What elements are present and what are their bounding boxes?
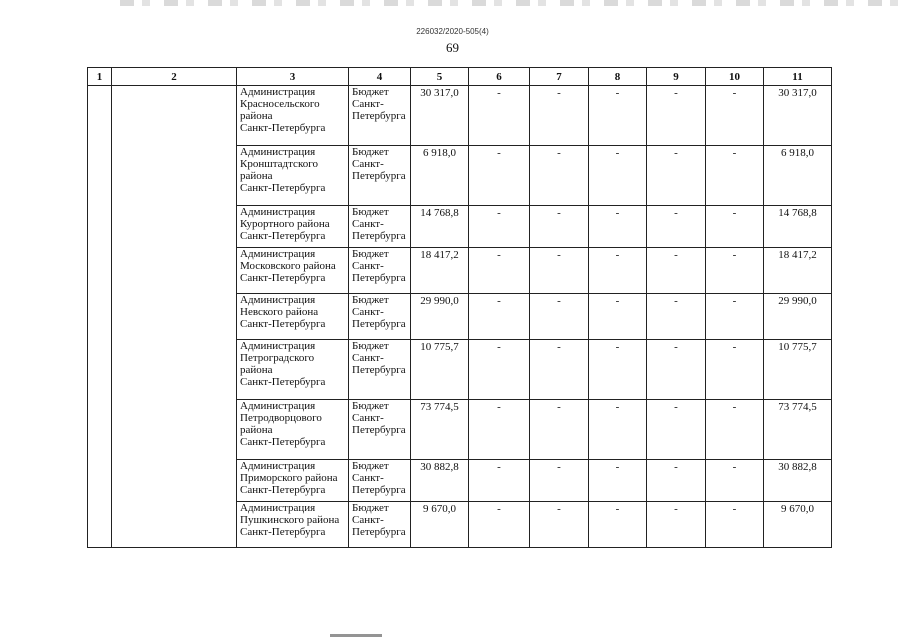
funding-source-line: Санкт-: [352, 306, 384, 318]
administration-line: района: [240, 170, 273, 182]
administration-line: Санкт-Петербурга: [240, 436, 326, 448]
cell-funding-source: [349, 86, 411, 146]
table-row: [88, 248, 832, 294]
administration-line: Петроградского: [240, 352, 315, 364]
table-row: [88, 206, 832, 248]
cell-c7: -: [530, 502, 589, 548]
cell-c9: -: [647, 248, 706, 294]
cell-c7: -: [530, 340, 589, 400]
cell-funding-source: [349, 206, 411, 248]
cell-administration: [237, 400, 349, 460]
administration-line: района: [240, 424, 273, 436]
cell-c9: -: [647, 502, 706, 548]
cell-c6: -: [469, 400, 530, 460]
funding-source-line: Санкт-: [352, 472, 384, 484]
cell-c8: -: [589, 146, 647, 206]
table-row: [88, 502, 832, 548]
column-header: 1: [88, 68, 112, 86]
funding-source-line: Бюджет: [352, 86, 389, 98]
cell-c5: 10 775,7: [411, 340, 469, 400]
cell-c6: -: [469, 146, 530, 206]
cell-c7: -: [530, 460, 589, 502]
cell-col2: [112, 86, 237, 146]
cell-administration: [237, 146, 349, 206]
funding-source-line: Бюджет: [352, 206, 389, 218]
scan-artifact-top: [120, 0, 900, 6]
table-header-row: [88, 68, 832, 86]
cell-c9: -: [647, 400, 706, 460]
cell-c10: -: [706, 502, 764, 548]
administration-line: Администрация: [240, 206, 316, 218]
table-row: [88, 400, 832, 460]
cell-c11: 9 670,0: [764, 502, 832, 548]
cell-col1: [88, 146, 112, 206]
administration-line: Кронштадтского: [240, 158, 318, 170]
administration-line: Администрация: [240, 146, 316, 158]
administration-line: Администрация: [240, 86, 316, 98]
cell-c10: -: [706, 460, 764, 502]
cell-c11: 18 417,2: [764, 248, 832, 294]
cell-c11: 6 918,0: [764, 146, 832, 206]
administration-line: Санкт-Петербурга: [240, 182, 326, 194]
table-row: [88, 340, 832, 400]
column-header: 8: [589, 68, 647, 86]
cell-c10: -: [706, 294, 764, 340]
administration-line: Пушкинского района: [240, 514, 340, 526]
column-header: 4: [349, 68, 411, 86]
funding-source-line: Петербурга: [352, 170, 406, 182]
cell-c11: 73 774,5: [764, 400, 832, 460]
cell-c5: 29 990,0: [411, 294, 469, 340]
cell-administration: [237, 502, 349, 548]
column-header: 10: [706, 68, 764, 86]
cell-c10: -: [706, 248, 764, 294]
administration-line: Администрация: [240, 248, 316, 260]
column-header: 9: [647, 68, 706, 86]
cell-administration: [237, 340, 349, 400]
administration-line: Администрация: [240, 400, 316, 412]
cell-c10: -: [706, 340, 764, 400]
cell-funding-source: [349, 146, 411, 206]
column-header: 11: [764, 68, 832, 86]
funding-source-line: Петербурга: [352, 364, 406, 376]
cell-col2: [112, 248, 237, 294]
cell-c9: -: [647, 86, 706, 146]
cell-c11: 10 775,7: [764, 340, 832, 400]
cell-c9: -: [647, 146, 706, 206]
cell-c8: -: [589, 248, 647, 294]
cell-c10: -: [706, 206, 764, 248]
funding-source-line: Санкт-: [352, 218, 384, 230]
cell-c8: -: [589, 502, 647, 548]
cell-administration: [237, 86, 349, 146]
table-row: [88, 86, 832, 146]
cell-c8: -: [589, 340, 647, 400]
cell-c10: -: [706, 146, 764, 206]
table-row: [88, 460, 832, 502]
administration-line: Администрация: [240, 502, 316, 514]
administration-line: Курортного района: [240, 218, 330, 230]
column-header: 3: [237, 68, 349, 86]
scan-artifact-bottom: [330, 634, 382, 637]
administration-line: Администрация: [240, 294, 316, 306]
table-body: [88, 86, 832, 548]
administration-line: Администрация: [240, 340, 316, 352]
funding-source-line: Санкт-: [352, 158, 384, 170]
funding-source-line: Бюджет: [352, 460, 389, 472]
cell-c7: -: [530, 86, 589, 146]
administration-line: Московского района: [240, 260, 336, 272]
cell-c6: -: [469, 248, 530, 294]
administration-line: Санкт-Петербурга: [240, 376, 326, 388]
funding-source-line: Санкт-: [352, 352, 384, 364]
cell-col1: [88, 86, 112, 146]
cell-c8: -: [589, 206, 647, 248]
funding-source-line: Бюджет: [352, 502, 389, 514]
column-header: 2: [112, 68, 237, 86]
cell-c6: -: [469, 502, 530, 548]
cell-c11: 30 882,8: [764, 460, 832, 502]
cell-col2: [112, 502, 237, 548]
cell-c5: 18 417,2: [411, 248, 469, 294]
administration-line: Санкт-Петербурга: [240, 230, 326, 242]
column-header: 5: [411, 68, 469, 86]
cell-c11: 14 768,8: [764, 206, 832, 248]
cell-col2: [112, 400, 237, 460]
cell-col2: [112, 294, 237, 340]
cell-col2: [112, 460, 237, 502]
funding-source-line: Петербурга: [352, 272, 406, 284]
funding-source-line: Петербурга: [352, 318, 406, 330]
cell-c6: -: [469, 294, 530, 340]
administration-line: Приморского района: [240, 472, 338, 484]
funding-source-line: Бюджет: [352, 400, 389, 412]
cell-c6: -: [469, 340, 530, 400]
cell-c8: -: [589, 294, 647, 340]
administration-line: Санкт-Петербурга: [240, 272, 326, 284]
cell-c8: -: [589, 400, 647, 460]
funding-source-line: Петербурга: [352, 526, 406, 538]
page-number: 69: [446, 40, 459, 55]
funding-source-line: Бюджет: [352, 294, 389, 306]
column-header: 6: [469, 68, 530, 86]
cell-col1: [88, 340, 112, 400]
administration-line: Красносельского: [240, 98, 320, 110]
cell-c10: -: [706, 400, 764, 460]
cell-funding-source: [349, 460, 411, 502]
cell-col1: [88, 206, 112, 248]
cell-c6: -: [469, 86, 530, 146]
funding-source-line: Бюджет: [352, 146, 389, 158]
administration-line: района: [240, 110, 273, 122]
administration-line: Санкт-Петербурга: [240, 318, 326, 330]
cell-c5: 9 670,0: [411, 502, 469, 548]
cell-col1: [88, 400, 112, 460]
cell-funding-source: [349, 340, 411, 400]
cell-col1: [88, 294, 112, 340]
cell-administration: [237, 460, 349, 502]
funding-source-line: Санкт-: [352, 514, 384, 526]
cell-administration: [237, 294, 349, 340]
administration-line: Санкт-Петербурга: [240, 526, 326, 538]
cell-col2: [112, 146, 237, 206]
cell-funding-source: [349, 294, 411, 340]
cell-c7: -: [530, 248, 589, 294]
cell-funding-source: [349, 248, 411, 294]
administration-line: Петродворцового: [240, 412, 322, 424]
funding-source-line: Санкт-: [352, 260, 384, 272]
cell-col1: [88, 248, 112, 294]
cell-c9: -: [647, 340, 706, 400]
cell-c5: 30 317,0: [411, 86, 469, 146]
administration-line: Невского района: [240, 306, 319, 318]
funding-source-line: Петербурга: [352, 484, 406, 496]
cell-col2: [112, 340, 237, 400]
funding-source-line: Санкт-: [352, 412, 384, 424]
cell-c7: -: [530, 206, 589, 248]
table-row: [88, 294, 832, 340]
document-number: 226032/2020-505(4): [416, 27, 489, 36]
cell-c9: -: [647, 294, 706, 340]
cell-c11: 29 990,0: [764, 294, 832, 340]
cell-c10: -: [706, 86, 764, 146]
cell-c5: 6 918,0: [411, 146, 469, 206]
funding-source-line: Петербурга: [352, 424, 406, 436]
cell-c6: -: [469, 206, 530, 248]
administration-line: района: [240, 364, 273, 376]
cell-c11: 30 317,0: [764, 86, 832, 146]
administration-line: Санкт-Петербурга: [240, 122, 326, 134]
administration-line: Санкт-Петербурга: [240, 484, 326, 496]
cell-c7: -: [530, 294, 589, 340]
cell-col1: [88, 502, 112, 548]
cell-administration: [237, 206, 349, 248]
administration-line: Администрация: [240, 460, 316, 472]
cell-c8: -: [589, 86, 647, 146]
budget-table: [87, 67, 832, 548]
cell-c5: 30 882,8: [411, 460, 469, 502]
funding-source-line: Санкт-: [352, 98, 384, 110]
cell-c5: 73 774,5: [411, 400, 469, 460]
cell-funding-source: [349, 400, 411, 460]
cell-col1: [88, 460, 112, 502]
cell-c5: 14 768,8: [411, 206, 469, 248]
cell-c9: -: [647, 206, 706, 248]
funding-source-line: Петербурга: [352, 230, 406, 242]
funding-source-line: Петербурга: [352, 110, 406, 122]
cell-c6: -: [469, 460, 530, 502]
cell-c7: -: [530, 146, 589, 206]
funding-source-line: Бюджет: [352, 248, 389, 260]
funding-source-line: Бюджет: [352, 340, 389, 352]
column-header: 7: [530, 68, 589, 86]
cell-administration: [237, 248, 349, 294]
cell-c7: -: [530, 400, 589, 460]
cell-c9: -: [647, 460, 706, 502]
table-row: [88, 146, 832, 206]
cell-funding-source: [349, 502, 411, 548]
cell-col2: [112, 206, 237, 248]
cell-c8: -: [589, 460, 647, 502]
